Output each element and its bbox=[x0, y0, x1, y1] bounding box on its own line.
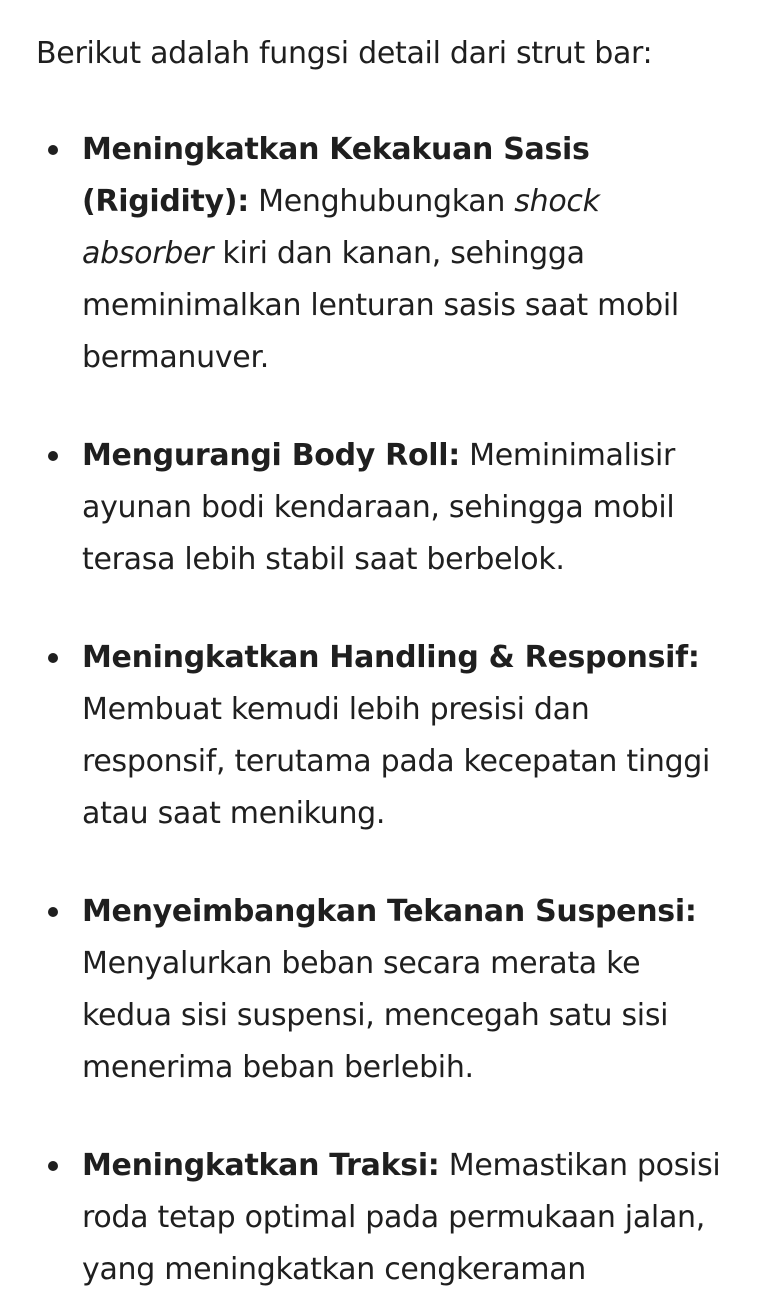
bullet-icon bbox=[48, 653, 58, 663]
function-list bbox=[36, 124, 731, 1296]
item-description: Menghubungkan bbox=[248, 184, 515, 219]
item-description: Menyalurkan beban secara merata ke kedua sisi suspensi, mencegah satu sisi menerima beban berlebih. bbox=[82, 946, 669, 1085]
list-item-rigidity bbox=[36, 124, 731, 384]
intro-text: Berikut adalah fungsi detail dari strut bar: bbox=[36, 36, 653, 71]
item-description: Membuat kemudi lebih presisi dan responsif, terutama pada kecepatan tinggi atau saat menikung. bbox=[82, 692, 711, 831]
item-title: Meningkatkan Kekakuan Sasis (Rigidity): bbox=[82, 132, 590, 219]
item-title: Menyeimbangkan Tekanan Suspensi: bbox=[82, 894, 697, 929]
item-title: Mengurangi Body Roll: bbox=[82, 438, 460, 473]
bullet-icon bbox=[48, 1161, 58, 1171]
list-item-handling bbox=[36, 632, 731, 840]
item-description-italic: shock absorber bbox=[82, 184, 600, 271]
item-description: Memastikan posisi roda tetap optimal pada permukaan jalan, yang meningkatkan cengkeraman bbox=[82, 1148, 721, 1287]
bullet-icon bbox=[48, 451, 58, 461]
list-item-suspension bbox=[36, 886, 731, 1094]
item-title: Meningkatkan Handling & Responsif: bbox=[82, 640, 700, 675]
bullet-icon bbox=[48, 145, 58, 155]
list-item-body-roll bbox=[36, 430, 731, 586]
item-description: Meminimalisir ayunan bodi kendaraan, sehingga mobil terasa lebih stabil saat berbelok. bbox=[82, 438, 676, 577]
bullet-icon bbox=[48, 907, 58, 917]
item-description: kiri dan kanan, sehingga meminimalkan lenturan sasis saat mobil bermanuver. bbox=[82, 236, 679, 375]
item-title: Meningkatkan Traksi: bbox=[82, 1148, 440, 1183]
list-item-traction bbox=[36, 1140, 731, 1296]
